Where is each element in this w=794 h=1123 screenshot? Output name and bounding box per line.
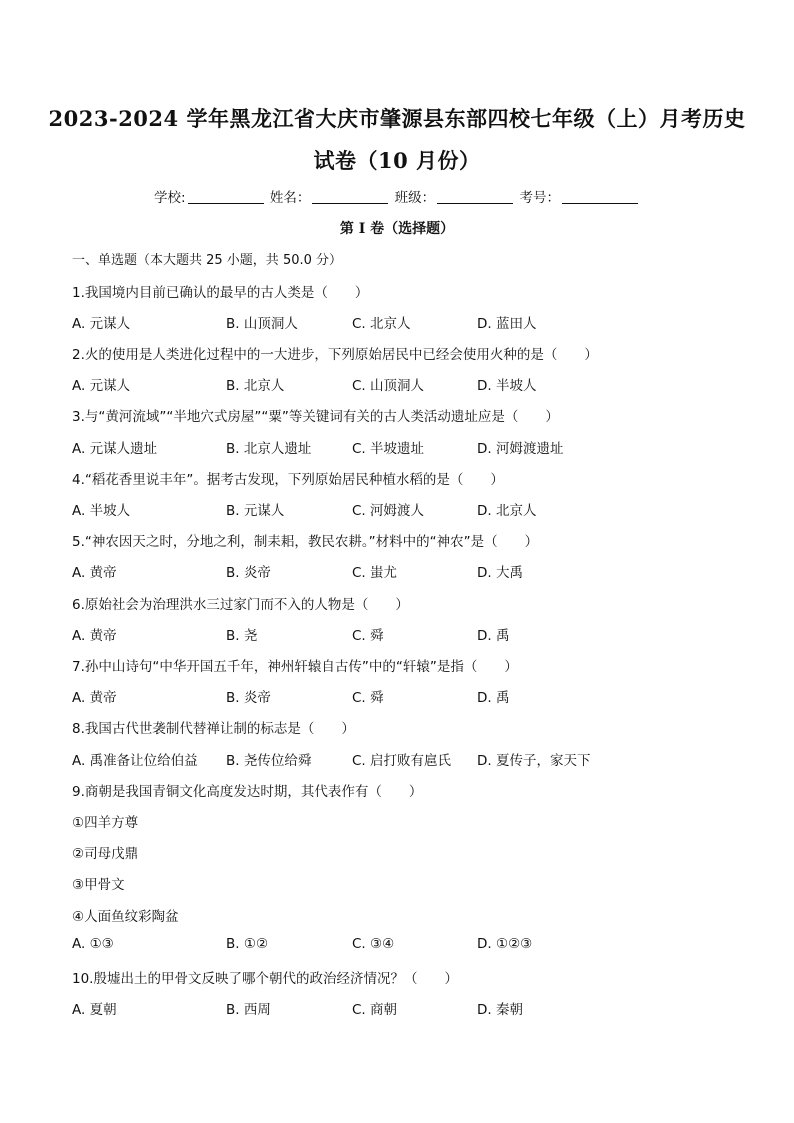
question-9-stem: 9.商朝是我国青铜文化高度发达时期，其代表作有（ ） [72,784,423,800]
question-10-option-a[interactable]: A. 夏朝 [72,1002,117,1018]
question-8-option-a[interactable]: A. 禹准备让位给伯益 [72,753,198,769]
question-4-option-a[interactable]: A. 半坡人 [72,503,131,519]
question-6-option-a[interactable]: A. 黄帝 [72,628,117,644]
question-1-option-b[interactable]: B. 山顶洞人 [226,316,298,332]
question-8-option-b[interactable]: B. 尧传位给舜 [226,753,312,769]
student-info-row [0,186,794,206]
question-8-option-d[interactable]: D. 夏传子，家天下 [477,753,591,769]
question-3-stem: 3.与“黄河流域”“半地穴式房屋”“粟”等关键词有关的古人类活动遗址应是（ ） [72,409,559,425]
question-9-item-4: ④人面鱼纹彩陶盆 [72,909,179,925]
question-5-option-d[interactable]: D. 大禹 [477,565,523,581]
question-10-option-b[interactable]: B. 西周 [226,1002,271,1018]
question-1-option-a[interactable]: A. 元谋人 [72,316,131,332]
question-7-stem: 7.孙中山诗句“中华开国五千年，神州轩辕自古传”中的“轩辕”是指（ ） [72,659,518,675]
question-5-option-b[interactable]: B. 炎帝 [226,565,271,581]
section-title: 第 I 卷（选择题） [339,221,455,237]
question-2-option-a[interactable]: A. 元谋人 [72,378,131,394]
question-6-option-c[interactable]: C. 舜 [352,628,384,644]
part-heading: 一、单选题（本大题共 25 小题，共 50.0 分） [72,253,343,268]
question-6-stem: 6.原始社会为治理洪水三过家门而不入的人物是（ ） [72,597,409,613]
question-1-stem: 1.我国境内目前已确认的最早的古人类是（ ） [72,285,369,301]
question-1-option-d[interactable]: D. 蓝田人 [477,316,537,332]
question-9-item-1: ①四羊方尊 [72,815,139,831]
question-1-option-c[interactable]: C. 北京人 [352,316,411,332]
question-5-option-a[interactable]: A. 黄帝 [72,565,117,581]
exam-title-line-2: 试卷（10 月份） [313,148,481,173]
question-9-option-b[interactable]: B. ①② [226,936,269,952]
question-8-option-c[interactable]: C. 启打败有扈氏 [352,753,452,769]
question-4-option-d[interactable]: D. 北京人 [477,503,537,519]
question-2-option-c[interactable]: C. 山顶洞人 [352,378,425,394]
question-9-option-a[interactable]: A. ①③ [72,936,114,952]
class-label: 班级： [394,190,436,206]
question-7-option-d[interactable]: D. 禹 [477,690,510,706]
exam-number-blank[interactable] [562,191,638,204]
question-10-option-c[interactable]: C. 商朝 [352,1002,398,1018]
question-7-option-c[interactable]: C. 舜 [352,690,384,706]
name-blank[interactable] [312,191,388,204]
question-7-option-b[interactable]: B. 炎帝 [226,690,271,706]
question-9-item-2: ②司母戊鼎 [72,846,139,862]
question-3-option-a[interactable]: A. 元谋人遗址 [72,441,158,457]
question-7-option-a[interactable]: A. 黄帝 [72,690,117,706]
exam-title-line-1: 2023-2024 学年黑龙江省大庆市肇源县东部四校七年级（上）月考历史 [48,106,746,131]
school-label: 学校: [154,190,186,206]
question-2-stem: 2.火的使用是人类进化过程中的一大进步，下列原始居民中已经会使用火种的是（ ） [72,347,598,363]
question-5-option-c[interactable]: C. 蚩尤 [352,565,398,581]
question-4-option-b[interactable]: B. 元谋人 [226,503,285,519]
name-label: 姓名： [269,190,311,206]
question-2-option-b[interactable]: B. 北京人 [226,378,285,394]
question-6-option-b[interactable]: B. 尧 [226,628,258,644]
question-4-option-c[interactable]: C. 河姆渡人 [352,503,425,519]
question-10-option-d[interactable]: D. 秦朝 [477,1002,523,1018]
question-3-option-b[interactable]: B. 北京人遗址 [226,441,312,457]
question-3-option-d[interactable]: D. 河姆渡遗址 [477,441,564,457]
question-2-option-d[interactable]: D. 半坡人 [477,378,537,394]
question-9-item-3: ③甲骨文 [72,877,125,893]
question-10-stem: 10.殷墟出土的甲骨文反映了哪个朝代的政治经济情况？（ ） [72,971,458,987]
question-9-option-d[interactable]: D. ①②③ [477,936,533,952]
school-blank[interactable] [188,191,264,204]
question-5-stem: 5.“神农因天之时，分地之利，制耒耜，教民农耕。”材料中的“神农”是（ ） [72,534,539,550]
question-9-option-c[interactable]: C. ③④ [352,936,395,952]
question-4-stem: 4.“稻花香里说丰年”。据考古发现，下列原始居民种植水稻的是（ ） [72,472,504,488]
class-blank[interactable] [437,191,513,204]
question-3-option-c[interactable]: C. 半坡遗址 [352,441,425,457]
exam-number-label: 考号： [519,190,560,206]
question-6-option-d[interactable]: D. 禹 [477,628,510,644]
question-8-stem: 8.我国古代世袭制代替禅让制的标志是（ ） [72,721,355,737]
